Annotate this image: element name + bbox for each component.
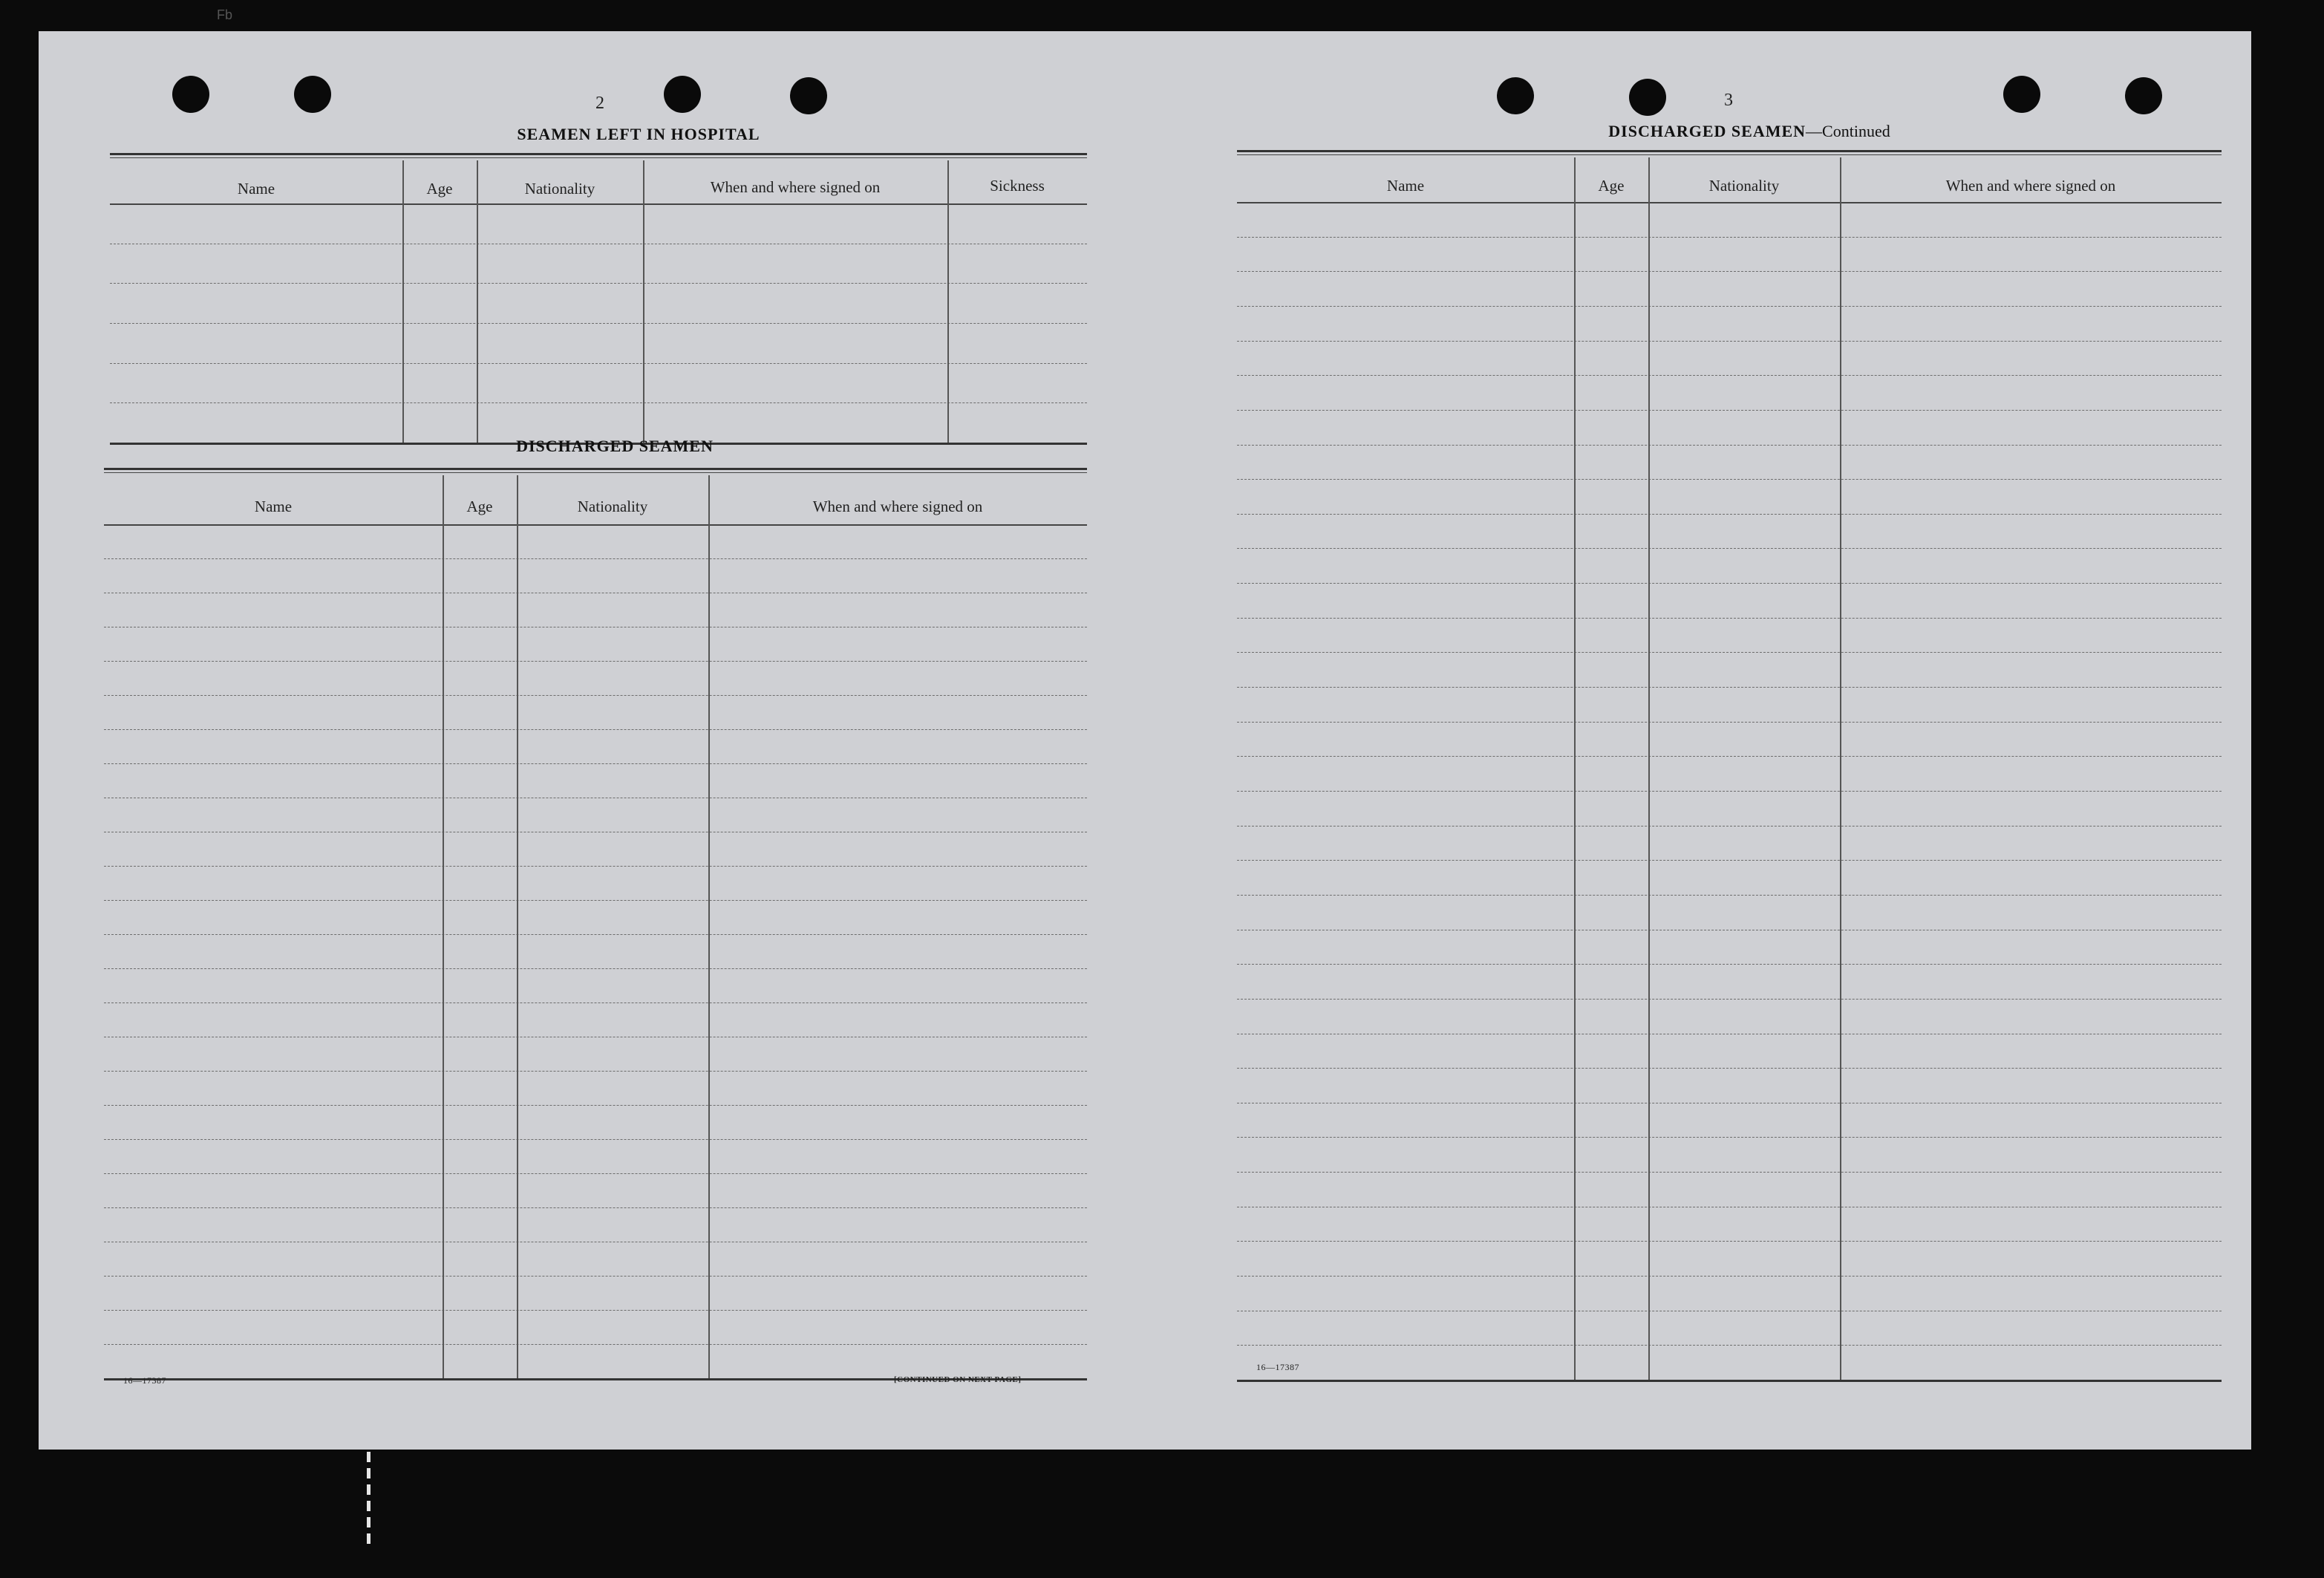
table-row [104, 661, 1087, 662]
table-row [1237, 514, 2222, 515]
column-header-signed-on: When and where signed on [812, 498, 983, 515]
column-header-age: Age [426, 180, 453, 198]
table-row [104, 866, 1087, 867]
column-header-name: Name [1386, 177, 1425, 195]
punch-hole [1629, 79, 1666, 116]
table-row [1237, 237, 2222, 238]
column-divider [1840, 157, 1841, 1380]
table-row [104, 1344, 1087, 1345]
column-header-sickness: Sickness [990, 177, 1045, 195]
table-rule [110, 157, 1087, 158]
discharged-section-title: DISCHARGED SEAMEN [516, 437, 714, 455]
header-rule [1237, 202, 2222, 203]
table-row [1237, 756, 2222, 757]
table-row [1237, 999, 2222, 1000]
table-row [1237, 1276, 2222, 1277]
column-divider [708, 475, 710, 1378]
table-row [1237, 652, 2222, 653]
page-number-left: 2 [595, 94, 604, 113]
form-number-left: 16—17387 [123, 1375, 166, 1386]
column-divider [477, 160, 478, 443]
table-rule [104, 468, 1087, 470]
table-row [1237, 687, 2222, 688]
hospital-table [110, 153, 1087, 450]
table-row [104, 934, 1087, 935]
punch-hole [1497, 77, 1534, 114]
table-row [1237, 826, 2222, 827]
table-row [1237, 479, 2222, 480]
table-row [104, 695, 1087, 696]
table-row [110, 283, 1087, 284]
column-header-nationality: Nationality [524, 180, 595, 198]
table-row [1237, 271, 2222, 272]
table-row [104, 1071, 1087, 1072]
table-rule [1237, 150, 2222, 152]
table-row [104, 1139, 1087, 1140]
punch-hole [2003, 76, 2040, 113]
column-header-signed-on: When and where signed on [1945, 177, 2116, 195]
table-rule [1237, 154, 2222, 155]
table-row [1237, 1241, 2222, 1242]
table-row [1237, 860, 2222, 861]
table-row [104, 900, 1087, 901]
table-row [104, 968, 1087, 969]
table-row [1237, 375, 2222, 376]
table-row [1237, 618, 2222, 619]
table-row [104, 763, 1087, 764]
column-divider [1574, 157, 1576, 1380]
table-row [104, 1276, 1087, 1277]
header-rule [110, 203, 1087, 205]
column-header-name: Name [254, 498, 293, 515]
discharged-continued-title-suffix: —Continued [1806, 122, 1890, 140]
form-sheet [39, 31, 2251, 1450]
page-number-right: 3 [1724, 91, 1733, 110]
punch-hole [172, 76, 209, 113]
column-divider [947, 160, 949, 443]
table-row [1237, 583, 2222, 584]
table-row [1237, 964, 2222, 965]
scan-mark: Fb [217, 7, 233, 22]
table-row [104, 1105, 1087, 1106]
column-divider [402, 160, 404, 443]
discharged-continued-title-main: DISCHARGED SEAMEN [1608, 122, 1806, 140]
discharged-table-left [104, 468, 1087, 1381]
table-row [110, 363, 1087, 364]
table-row [1237, 548, 2222, 549]
table-row [1237, 1345, 2222, 1346]
column-header-age: Age [466, 498, 493, 515]
punch-hole [790, 77, 827, 114]
table-row [104, 729, 1087, 730]
punch-hole [294, 76, 331, 113]
table-rule [110, 153, 1087, 155]
discharged-continued-title [1341, 122, 2158, 141]
column-header-nationality: Nationality [577, 498, 648, 515]
table-row [1237, 895, 2222, 896]
table-row [110, 323, 1087, 324]
table-row [1237, 410, 2222, 411]
table-row [110, 402, 1087, 403]
column-divider [517, 475, 518, 1378]
column-divider [443, 475, 444, 1378]
punch-hole [664, 76, 701, 113]
column-header-name: Name [237, 180, 275, 198]
discharged-table-right [1237, 150, 2222, 1383]
table-row [104, 1207, 1087, 1208]
table-row [1237, 341, 2222, 342]
table-row [1237, 1172, 2222, 1173]
header-rule [104, 524, 1087, 526]
table-row [1237, 1068, 2222, 1069]
table-row [104, 1002, 1087, 1003]
binding-spine [367, 1452, 371, 1548]
form-number-right: 16—17387 [1256, 1362, 1299, 1372]
table-row [104, 1310, 1087, 1311]
table-row [1237, 1137, 2222, 1138]
table-row [1237, 791, 2222, 792]
column-divider [1648, 157, 1650, 1380]
punch-hole [2125, 77, 2162, 114]
table-rule [1237, 1380, 2222, 1382]
continued-note: [CONTINUED ON NEXT PAGE] [894, 1375, 1022, 1384]
hospital-section-title: SEAMEN LEFT IN HOSPITAL [517, 125, 760, 143]
table-row [104, 1173, 1087, 1174]
column-header-nationality: Nationality [1708, 177, 1780, 195]
table-row [104, 558, 1087, 559]
table-row [1237, 306, 2222, 307]
table-row [1237, 445, 2222, 446]
column-header-signed-on: When and where signed on [710, 178, 881, 196]
column-divider [643, 160, 644, 443]
column-header-age: Age [1598, 177, 1625, 195]
table-rule [104, 472, 1087, 473]
table-row [1237, 722, 2222, 723]
